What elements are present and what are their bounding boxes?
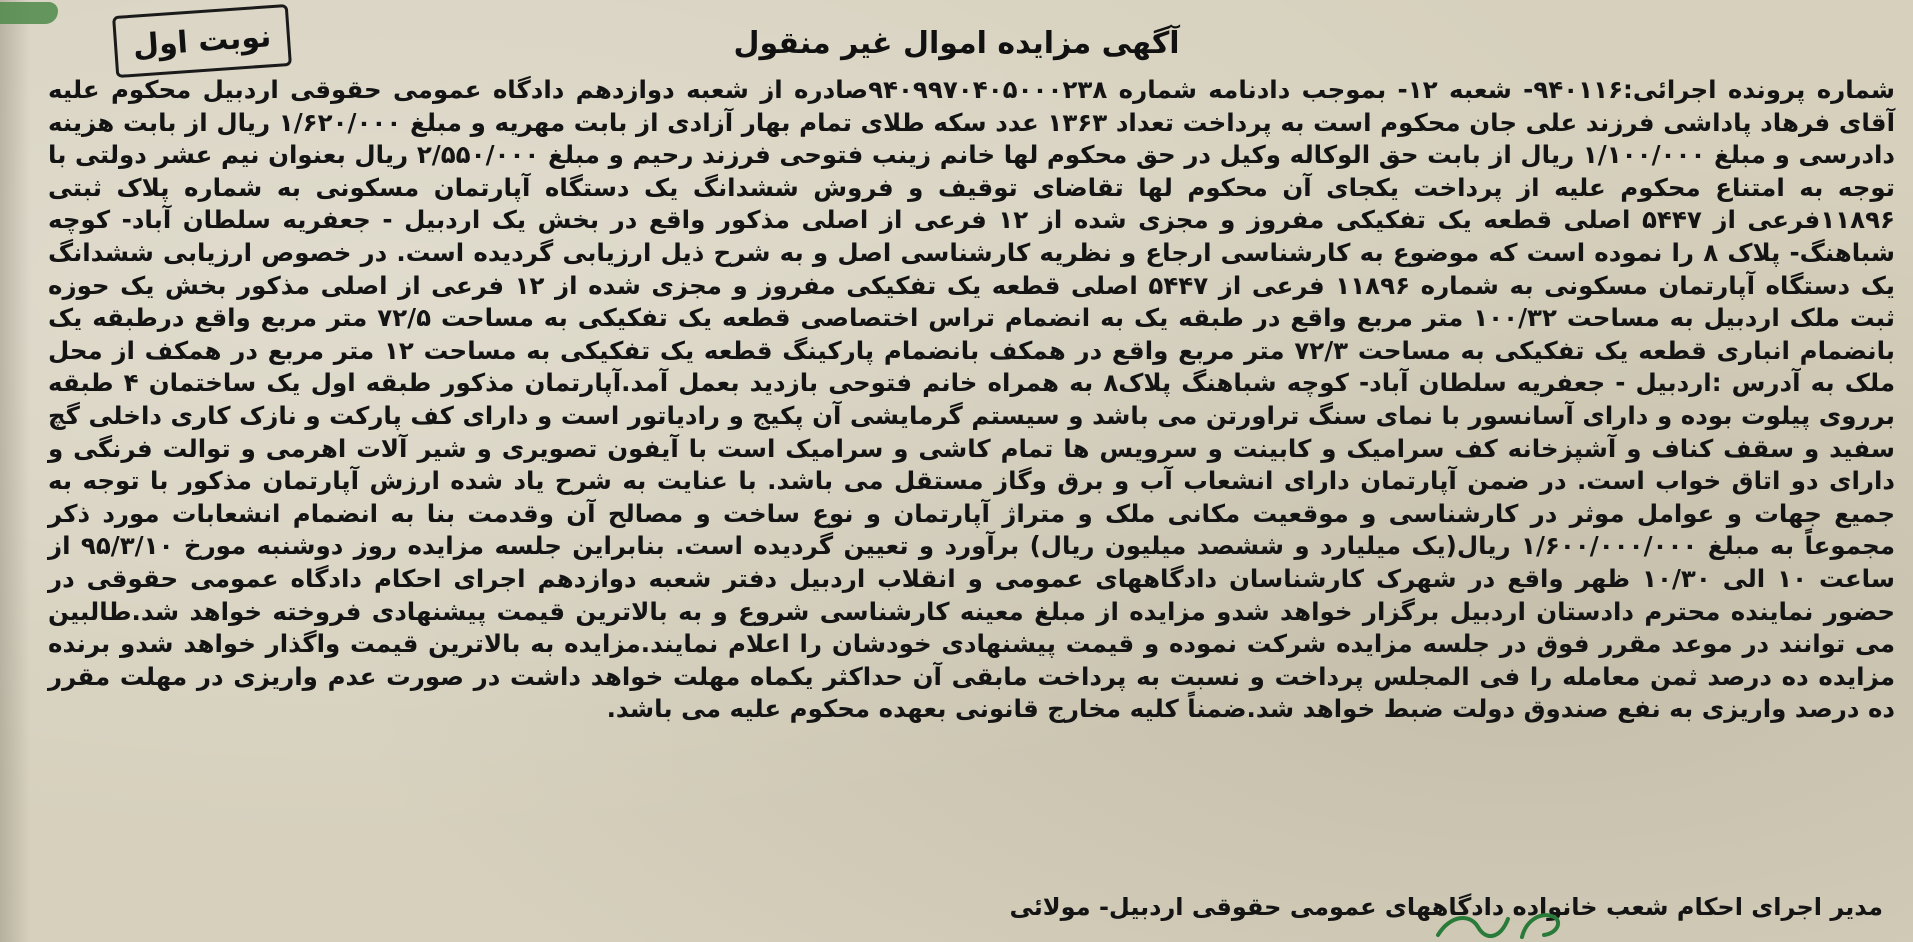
handwritten-mark-icon — [1430, 905, 1570, 942]
notice-signature: مدیر اجرای احکام شعب خانواده دادگاههای عمومی حقوقی اردبیل- مولائی — [1009, 893, 1883, 921]
stamp-text: نوبت اول — [131, 18, 273, 64]
green-ink-mark — [0, 2, 58, 24]
paper-shadow-edge — [0, 0, 30, 942]
notice-title: آگهی مزایده اموال غیر منقول — [733, 26, 1180, 61]
notice-body: شماره پرونده اجرائی:۹۴۰۱۱۶- شعبه ۱۲- بموجب دادنامه شماره ۹۴۰۹۹۷۰۴۰۵۰۰۰۲۳۸صادره از شعبه دوازدهم دادگاه عمومی حقوقی اردبیل محکوم علیه آقای فرهاد پاداشی فرزند علی جان محکوم است به پرداخت تعداد ۱۳۶۳ عدد سکه طلای تمام بهار آزادی از بابت مهریه و مبلغ ۱/۶۲۰/۰۰۰ ریال از بابت هزینه دادرسی و مبلغ ۱/۱۰۰/۰۰۰ ریال از بابت حق الوکاله وکیل در حق محکوم لها خانم زینب فتوحی فرزند رحیم و مبلغ ۲/۵۵۰/۰۰۰ ریال بعنوان نیم عشر دولتی با توجه به امتناع محکوم علیه از پرداخت یکجای آن محکوم لها تقاضای توقیف و فروش ششدانگ یک دستگاه آپارتمان مسکونی به شماره پلاک ثبتی ۱۱۸۹۶فرعی از ۵۴۴۷ اصلی قطعه یک تفکیکی مفروز و مجزی شده از ۱۲ فرعی از اصلی مذکور واقع در بخش یک اردبیل - جعفریه سلطان آباد- کوچه شباهنگ- پلاک ۸ را نموده است که موضوع به کارشناسی ارجاع و نظریه کارشناسی اصل و به شرح ذیل ارزیابی گردیده است. در خصوص ارزیابی ششدانگ یک دستگاه آپارتمان مسکونی به شماره ۱۱۸۹۶ فرعی از ۵۴۴۷ اصلی قطعه یک تفکیکی مفروز و مجزی شده از ۱۲ فرعی از اصلی مذکور بخش یک حوزه ثبت ملک اردبیل به مساحت ۱۰۰/۳۲ متر مربع واقع در طبقه یک به انضمام تراس اختصاصی قطعه یک تفکیکی به مساحت ۷۲/۵ متر مربع واقع درطبقه یک بانضمام انباری قطعه یک تفکیکی به مساحت ۷۲/۳ متر مربع واقع در همکف بانضمام پارکینگ قطعه یک تفکیکی به مساحت ۱۲ متر مربع در همکف از محل ملک به آدرس :اردبیل - جعفریه سلطان آباد- کوچه شباهنگ پلاک۸ به همراه خانم فتوحی بازدید بعمل آمد.آپارتمان مذکور طبقه اول یک ساختمان ۴ طبقه برروی پیلوت بوده و دارای آسانسور با نمای سنگ تراورتن می باشد و سیستم گرمایشی آن پکیج و رادیاتور است و دارای کف پارکت و نازک کاری داخلی گچ سفید و سقف کناف و آشپزخانه کف سرامیک و کابینت و سرویس ها تمام کاشی و سرامیک است با آیفون تصویری و شیر آلات اهرمی و توالت فرنگی و دارای دو اتاق خواب است. در ضمن آپارتمان دارای انشعاب آب و برق وگاز مستقل می باشد. با عنایت به شرح یاد شده ارزش آپارتمان مذکور با توجه به جمیع جهات و عوامل موثر در کارشناسی و موقعیت مکانی ملک و متراژ آپارتمان و نوع ساخت و مصالح آن وقدمت بنا به انضمام انشعابات مورد ذکر مجموعاً به مبلغ ۱/۶۰۰/۰۰۰/۰۰۰ ریال(یک میلیارد و ششصد میلیون ریال) برآورد و تعیین گردیده است. بنابراین جلسه مزایده روز دوشنبه مورخ ۹۵/۳/۱۰ از ساعت ۱۰ الی ۱۰/۳۰ ظهر واقع در شهرک کارشناسان دادگاههای عمومی و انقلاب اردبیل دفتر شعبه دوازدهم اجرای احکام دادگاه عمومی حقوقی در حضور نماینده محترم دادستان اردبیل برگزار خواهد شدو مزایده از مبلغ معینه کارشناسی شروع و به بالاترین قیمت پیشنهادی فروخته خواهد شد.طالبین می توانند در موعد مقرر فوق در جلسه مزایده شرکت نموده و قیمت پیشنهادی خودشان را اعلام نمایند.مزایده به بالاترین قیمت واگذار خواهد شدو برنده مزایده ده درصد ثمن معامله را فی المجلس پرداخت و نسبت به پرداخت مابقی آن حداکثر یکماه مهلت خواهد داشت در صورت عدم واریزی در مهلت مقرر ده درصد واریزی به نفع صندوق دولت ضبط خواهد شد.ضمناً کلیه مخارج قانونی بعهده محکوم علیه می باشد. — [48, 75, 1896, 724]
